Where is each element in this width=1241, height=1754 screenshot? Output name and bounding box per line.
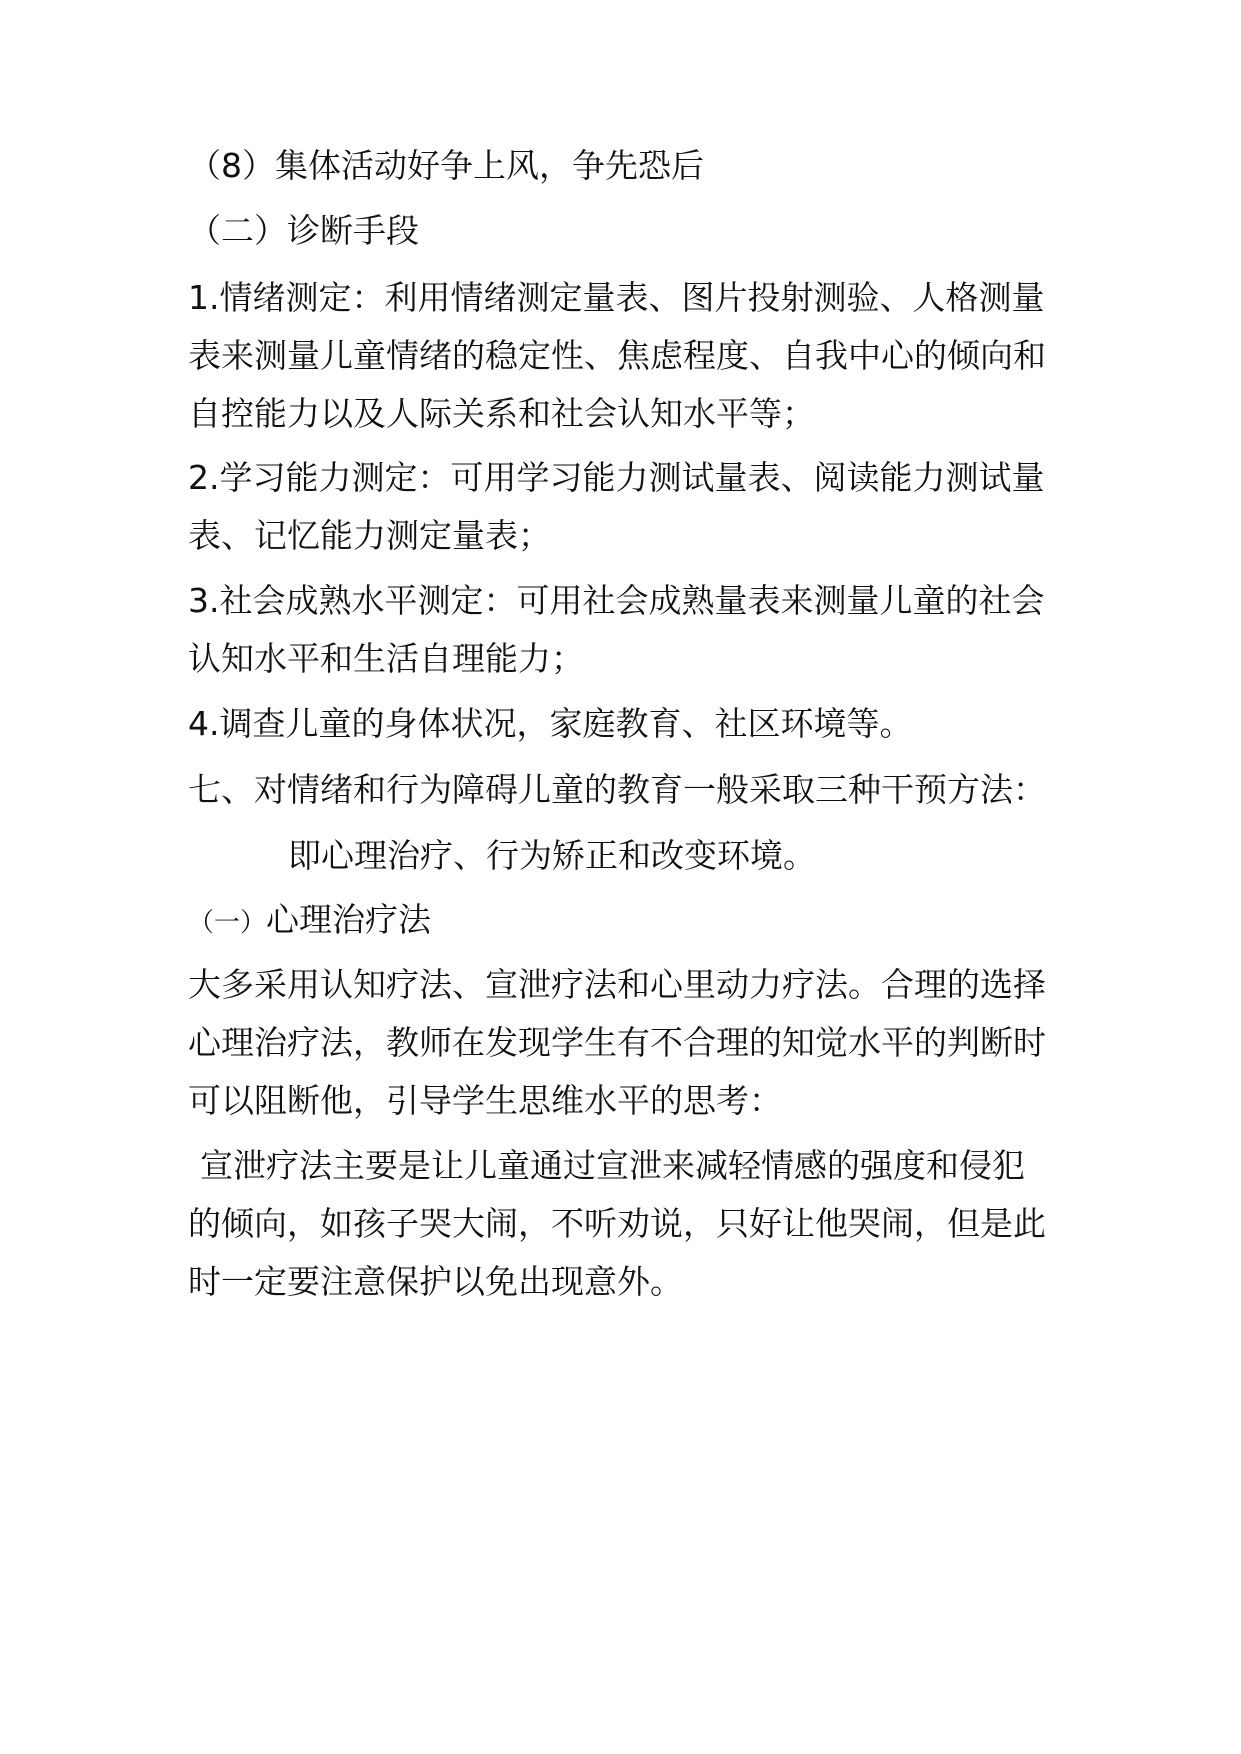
text-line-3: 1.情绪测定：利用情绪测定量表、图片投射测验、人格测量: [188, 278, 1045, 317]
section-heading-seven: 七、对情绪和行为障碍儿童的教育一般采取三种干预方法：: [188, 770, 1046, 809]
text-line-7: 表、记忆能力测定量表；: [188, 516, 551, 555]
text-line-8: 3.社会成熟水平测定：可用社会成熟量表来测量儿童的社会: [188, 581, 1045, 620]
text-line-6: 2.学习能力测定：可用学习能力测试量表、阅读能力测试量: [188, 458, 1045, 497]
text-line-5: 自控能力以及人际关系和社会认知水平等；: [188, 394, 815, 433]
section-heading-diagnosis: （二）诊断手段: [188, 211, 419, 250]
text-line-10: 4.调查儿童的身体状况，家庭教育、社区环境等。: [188, 704, 913, 743]
text-line-19: 时一定要注意保护以免出现意外。: [188, 1262, 683, 1301]
text-line-4: 表来测量儿童情绪的稳定性、焦虑程度、自我中心的倾向和: [188, 336, 1046, 375]
text-line-14: 大多采用认知疗法、宣泄疗法和心里动力疗法。合理的选择: [188, 965, 1046, 1004]
heading-number: （一）: [188, 908, 267, 938]
text-line-1: （8）集体活动好争上风，争先恐后: [188, 146, 704, 185]
section-heading-therapy: [188, 900, 1068, 940]
text-line-12: 即心理治疗、行为矫正和改变环境。: [288, 836, 816, 875]
text-line-18: 的倾向，如孩子哭大闹，不听劝说，只好让他哭闹，但是此: [188, 1204, 1046, 1243]
text-line-15: 心理治疗法，教师在发现学生有不合理的知觉水平的判断时: [188, 1023, 1046, 1062]
heading-title: 心理治疗法: [266, 900, 432, 939]
text-line-16: 可以阻断他，引导学生思维水平的思考：: [188, 1081, 782, 1120]
text-line-9: 认知水平和生活自理能力；: [188, 639, 584, 678]
text-line-17: 宣泄疗法主要是让儿童通过宣泄来减轻情感的强度和侵犯: [200, 1146, 1025, 1185]
